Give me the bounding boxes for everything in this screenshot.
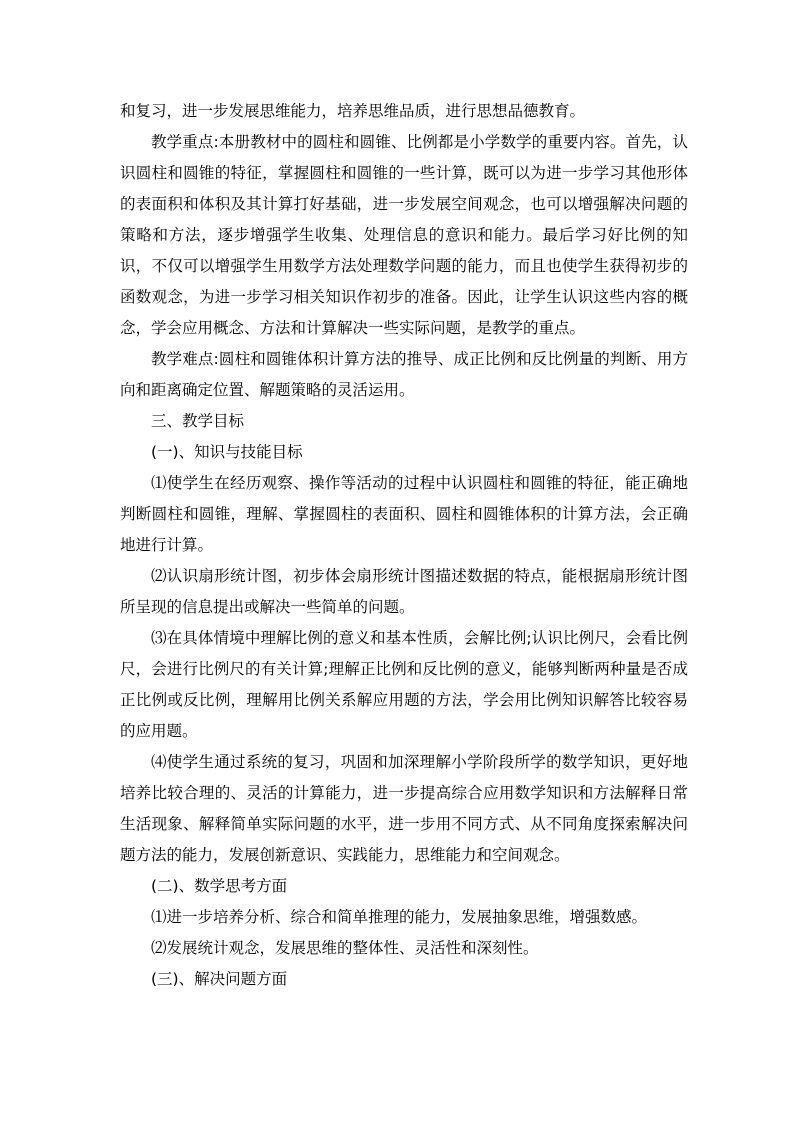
subheading-knowledge-skills: (一)、知识与技能目标 <box>151 443 303 461</box>
subheading-problem-solving: (三)、解决问题方面 <box>151 970 288 988</box>
goal-item-1: ⑴使学生在经历观察、操作等活动的过程中认识圆柱和圆锥的特征，能正确地判断圆柱和圆锥，理解、掌握圆柱的表面积、圆柱和圆锥体积的计算方法，会正确地进行计算。 <box>120 474 688 554</box>
heading-teaching-goals: 三、教学目标 <box>151 412 245 430</box>
paragraph-teaching-difficulty: 教学难点:圆柱和圆锥体积计算方法的推导、成正比例和反比例量的判断、用方向和距离确定位置、解题策略的灵活运用。 <box>120 350 688 399</box>
goal-item-3: ⑶在具体情境中理解比例的意义和基本性质，会解比例;认识比例尺，会看比例尺，会进行比例尺的有关计算;理解正比例和反比例的意义，能够判断两种量是否成正比例或反比例，理解用比例关系解应用题的方法，学会用比例知识解答比较容易的应用题。 <box>120 629 688 740</box>
subheading-math-thinking: (二)、数学思考方面 <box>151 877 288 895</box>
document-page <box>120 96 688 995</box>
goal-item-4: ⑷使学生通过系统的复习，巩固和加深理解小学阶段所学的数学知识，更好地培养比较合理的、灵活的计算能力，进一步提高综合应用数学知识和方法解释日常生活现象、解释简单实际问题的水平，进一步用不同方式、从不同角度探索解决问题方法的能力，发展创新意识、实践能力，思维能力和空间观念。 <box>120 753 688 864</box>
paragraph-teaching-focus: 教学重点:本册教材中的圆柱和圆锥、比例都是小学数学的重要内容。首先，认识圆柱和圆锥的特征，掌握圆柱和圆锥的一些计算，既可以为进一步学习其他形体的表面积和体积及其计算打好基础，进一步发展空间观念，也可以增强解决问题的策略和方法，逐步增强学生收集、处理信息的意识和能力。最后学习好比例的知识，不仅可以增强学生用数学方法处理数学问题的能力，而且也使学生获得初步的函数观念，为进一步学习相关知识作初步的准备。因此，让学生认识这些内容的概念，学会应用概念、方法和计算解决一些实际问题，是教学的重点。 <box>120 133 688 337</box>
thinking-item-1: ⑴进一步培养分析、综合和简单推理的能力，发展抽象思维，增强数感。 <box>151 908 648 926</box>
paragraph-continuation: 和复习，进一步发展思维能力，培养思维品质，进行思想品德教育。 <box>120 102 586 120</box>
goal-item-2: ⑵认识扇形统计图，初步体会扇形统计图描述数据的特点，能根据扇形统计图所呈现的信息提出或解决一些简单的问题。 <box>120 567 688 616</box>
thinking-item-2: ⑵发展统计观念，发展思维的整体性、灵活性和深刻性。 <box>151 939 539 957</box>
